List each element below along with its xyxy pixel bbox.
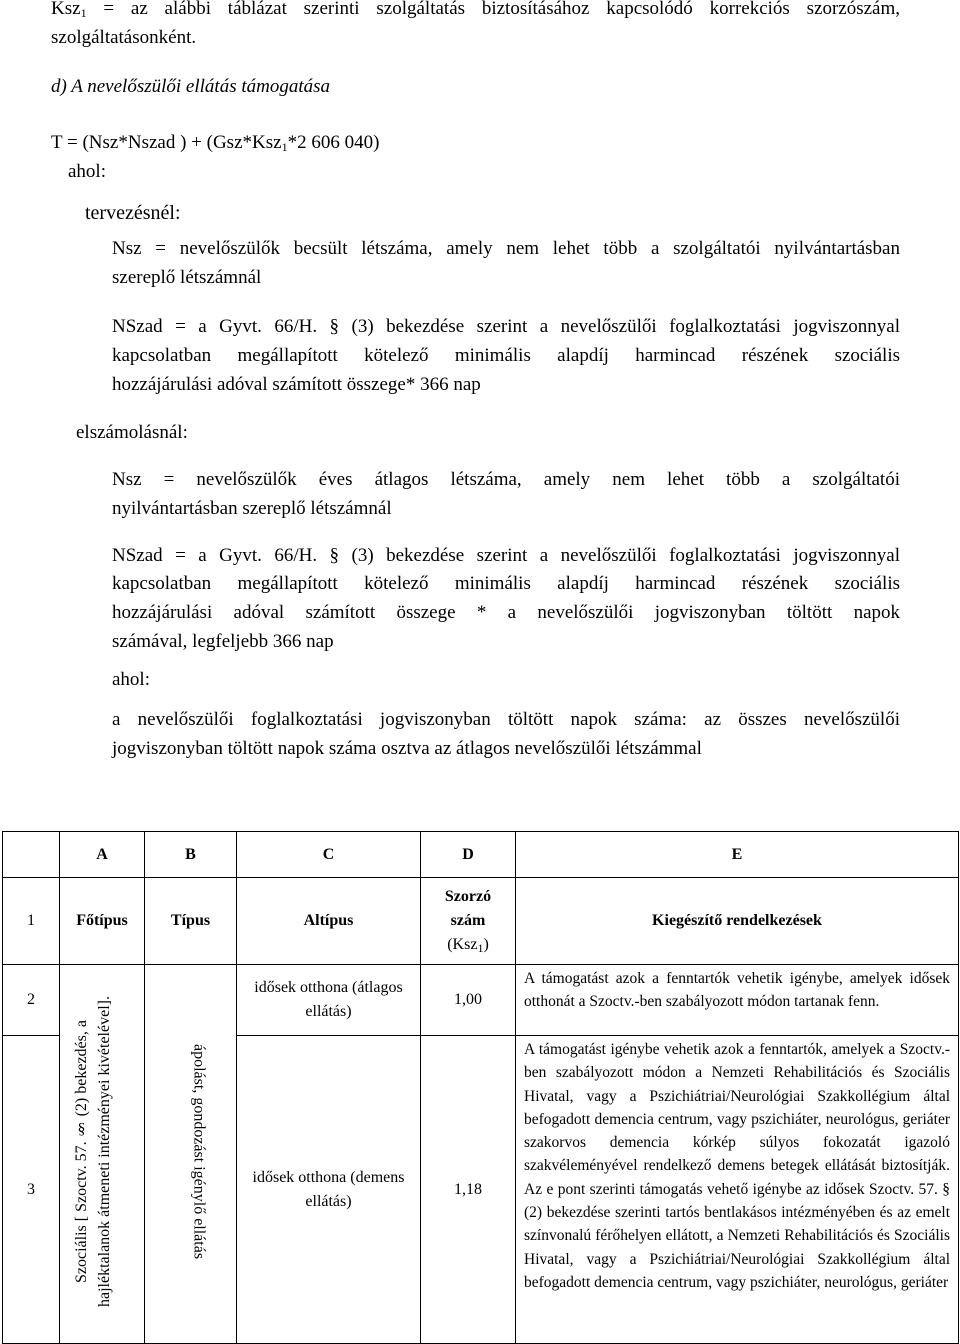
nszad-settle-line-3: hozzájárulási adóval számított összege * a nevelőszülői jogviszonyban töltött napok: [112, 602, 900, 623]
col-letter-c: C: [237, 832, 421, 878]
formula: T = (Nsz*Nszad ) + (Gsz*Ksz$_1$*2 606 040): [51, 132, 380, 154]
col-letter-a: A: [60, 832, 145, 878]
nsz-settle-line-1: Nsz = nevelőszülők éves átlagos létszáma, amely nem lehet több a szolgáltatói: [112, 469, 900, 490]
row-number: 2: [3, 965, 60, 1036]
header-kiegeszito: Kiegészítő rendelkezések: [516, 878, 959, 965]
header-szorzo: [421, 878, 516, 965]
tervezesnel-label: tervezésnél:: [85, 202, 181, 224]
kiegeszito-cell: A támogatást igénybe vehetik azok a fenntartók, amelyek a Szoctv.-ben szabályozott módon a Nemzeti Rehabilitációs és Szociális Hivatal, vagy a Pszichiátriai/Neurológiai Szakkollégium által befogadott demencia centrum, vagy pszichiáter, neurológus, geriáter szakorvos demencia kórkép súlyos fokozatát igazoló szakvéleményével rendelkező demens betegek ellátását biztosítják. Az e pont szerinti támogatás vehető igénybe az idősek Szoctv. 57. § (2) bekezdése szerinti tartós bentlakásos intézményében és az emelt színvonalú férőhelyen ellátott, a Nemzeti Rehabilitációs és Szociális Hivatal, vagy a Pszichiátriai/Neurológiai Szakkollégium által befogadott demencia centrum, vagy pszichiáter, neurológus, geriáter: [516, 1036, 959, 1344]
nszad-settle-line-4: számával, legfeljebb 366 nap: [112, 631, 334, 652]
nszad-settle-line-2: kapcsolatban megállapított kötelező minimális alapdíj harmincad részének szociális: [112, 573, 900, 594]
elszamolasnal-label: elszámolásnál:: [76, 422, 188, 443]
table-row: [3, 965, 959, 1036]
fotipus-vertical-cell: [60, 965, 145, 1344]
kiegeszito-cell: A támogatást azok a fenntartók vehetik igénybe, amelyek idősek otthonát a Szoctv.-ben szabályozott módon tartanak fenn.: [516, 965, 959, 1036]
header-row: [3, 878, 959, 965]
nszad-plan-line-1: NSzad = a Gyvt. 66/H. § (3) bekezdése szerint a nevelőszülői foglalkoztatási jogviszonnyal: [112, 316, 900, 337]
ahol-label-2: ahol:: [112, 669, 150, 690]
header-fotipus: Főtípus: [60, 878, 145, 965]
row-number: 3: [3, 1036, 60, 1344]
nszad-plan-line-3: hozzájárulási adóval számított összege* 366 nap: [112, 374, 481, 395]
col-letter-b: B: [145, 832, 237, 878]
tipus-vertical-text: ápolást, gondozást igénylő ellátás: [190, 1043, 208, 1260]
header-szorzo-line-1: Szorzó: [444, 888, 492, 905]
szorzo-cell: 1,18: [421, 1036, 516, 1344]
nszad-plan-line-2: kapcsolatban megállapított kötelező minimális alapdíj harmincad részének szociális: [112, 345, 900, 366]
altipus-cell: idősek otthona (átlagos ellátás): [237, 965, 421, 1036]
header-altipus: Altípus: [237, 878, 421, 965]
definition-line-2: jogviszonyban töltött napok száma osztva az átlagos nevelőszülői létszámmal: [112, 738, 702, 759]
header-szorzo-line-2: szám: [450, 912, 486, 929]
szorzo-cell: 1,00: [421, 965, 516, 1036]
nsz-plan-line-1: Nsz = nevelőszülők becsült létszáma, amely nem lehet több a szolgáltatói nyilvántartásban: [112, 238, 900, 259]
intro-line-1: Ksz$_1$ = az alábbi táblázat szerinti szolgáltatás biztosításához kapcsolódó korrekciós szorzószám,: [51, 0, 900, 20]
nszad-settle-line-1: NSzad = a Gyvt. 66/H. § (3) bekezdése szerint a nevelőszülői foglalkoztatási jogviszonnyal: [112, 545, 900, 566]
ahol-label: ahol:: [68, 161, 106, 182]
col-letter-e: E: [516, 832, 959, 878]
letter-blank-cell: [3, 832, 60, 878]
correction-table: [2, 831, 959, 1344]
tipus-vertical-cell: [145, 965, 237, 1344]
header-tipus: Típus: [145, 878, 237, 965]
intro-line-2: szolgáltatásonként.: [51, 27, 197, 48]
altipus-cell: idősek otthona (demens ellátás): [237, 1036, 421, 1344]
fotipus-vertical-text: Szociális [ Szoctv. 57. § (2) bekezdés, a hajléktalanok átmeneti intézményei kivételével].: [73, 996, 113, 1307]
nsz-settle-line-2: nyilvántartásban szereplő létszámnál: [112, 498, 392, 519]
nsz-plan-line-2: szereplő létszámnál: [112, 267, 262, 288]
col-letter-d: D: [421, 832, 516, 878]
section-heading: d) A nevelőszülői ellátás támogatása: [51, 76, 331, 97]
header-szorzo-line-3: (Ksz$_1$): [447, 936, 489, 955]
definition-line-1: a nevelőszülői foglalkoztatási jogviszonyban töltött napok száma: az összes nevelőszülői: [112, 709, 900, 730]
header-row-number: 1: [3, 878, 60, 965]
column-letter-row: [3, 832, 959, 878]
